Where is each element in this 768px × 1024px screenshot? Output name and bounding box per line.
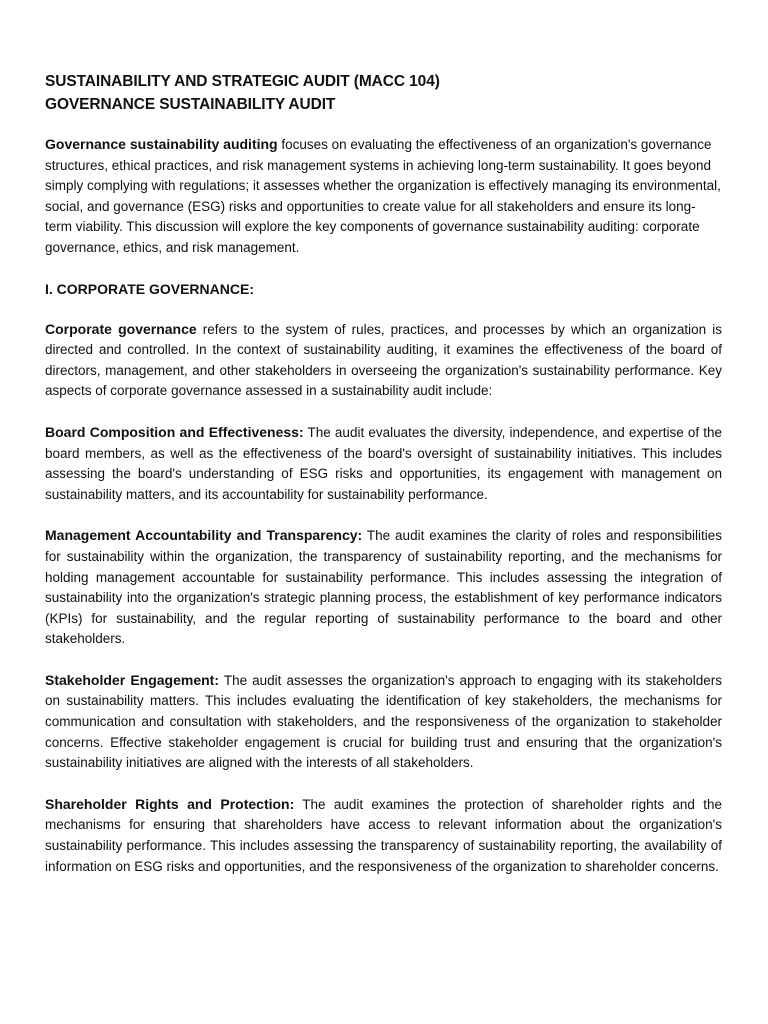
- intro-lead-term: Governance sustainability auditing: [45, 136, 278, 152]
- document-title: [45, 70, 722, 116]
- corporate-governance-lead-term: Corporate governance: [45, 320, 197, 337]
- document-subtitle: GOVERNANCE SUSTAINABILITY AUDIT: [45, 96, 336, 113]
- board-composition-paragraph: [45, 422, 722, 505]
- management-accountability-paragraph: [45, 525, 722, 650]
- stakeholder-engagement-lead-term: Stakeholder Engagement:: [45, 671, 220, 688]
- intro-text: focuses on evaluating the effectiveness of an organization's governance structures, ethical practices, and risk management systems in achieving long-term sustainability. It goes beyond simply complying with regulations; it assesses whether the organization is effectively managing its environmental, social, and governance (ESG) risks and opportunities to create value for all stakeholders and ensure its long-term viability. This discussion will explore the key components of governance sustainability auditing: corporate governance, ethics, and risk management.: [45, 137, 721, 255]
- board-composition-lead-term: Board Composition and Effectiveness:: [45, 423, 304, 440]
- management-accountability-text: The audit examines the clarity of roles and responsibilities for sustainability within the organization, the transparency of sustainability reporting, and the mechanisms for holding management accountable for sustainability performance. This includes assessing the integration of sustainability into the organization's strategic planning process, the establishment of key performance indicators (KPIs) for sustainability, and the regular reporting of sustainability performance to the board and other stakeholders.: [45, 528, 723, 647]
- section-heading-corporate-governance: I. CORPORATE GOVERNANCE:: [45, 280, 254, 297]
- board-composition-text: The audit evaluates the diversity, independence, and expertise of the board members, as well as the effectiveness of the board's oversight of sustainability initiatives. This includes assessing the board's understanding of ESG risks and opportunities, its engagement with management on sustainability matters, and its accountability for sustainability performance.: [45, 424, 722, 502]
- course-title: SUSTAINABILITY AND STRATEGIC AUDIT (MACC 104): [45, 73, 440, 90]
- management-accountability-lead-term: Management Accountability and Transparency:: [45, 527, 363, 544]
- shareholder-rights-lead-term: Shareholder Rights and Protection:: [45, 795, 295, 812]
- intro-paragraph: [45, 134, 722, 259]
- stakeholder-engagement-paragraph: [45, 670, 722, 774]
- corporate-governance-text: refers to the system of rules, practices, and processes by which an organization is directed and controlled. In the context of sustainability auditing, it examines the effectiveness of the board of directors, management, and other stakeholders in overseeing the organization's sustainability performance. Key aspects of corporate governance assessed in a sustainability audit include:: [45, 321, 722, 399]
- shareholder-rights-paragraph: [45, 794, 722, 877]
- shareholder-rights-text: The audit examines the protection of shareholder rights and the mechanisms for ensuring that shareholders have access to relevant information about the organization's sustainability performance. This includes assessing the transparency of sustainability reporting, the availability of information on ESG risks and opportunities, and the responsiveness of the organization to shareholder concerns.: [45, 796, 722, 874]
- stakeholder-engagement-text: The audit assesses the organization's approach to engaging with its stakeholders on sustainability matters. This includes evaluating the identification of key stakeholders, the mechanisms for communication and consultation with stakeholders, and the responsiveness of the organization to stakeholder concerns. Effective stakeholder engagement is crucial for building trust and ensuring that the organization's sustainability initiatives are aligned with the interests of all stakeholders.: [45, 672, 722, 771]
- corporate-governance-paragraph: [45, 319, 722, 402]
